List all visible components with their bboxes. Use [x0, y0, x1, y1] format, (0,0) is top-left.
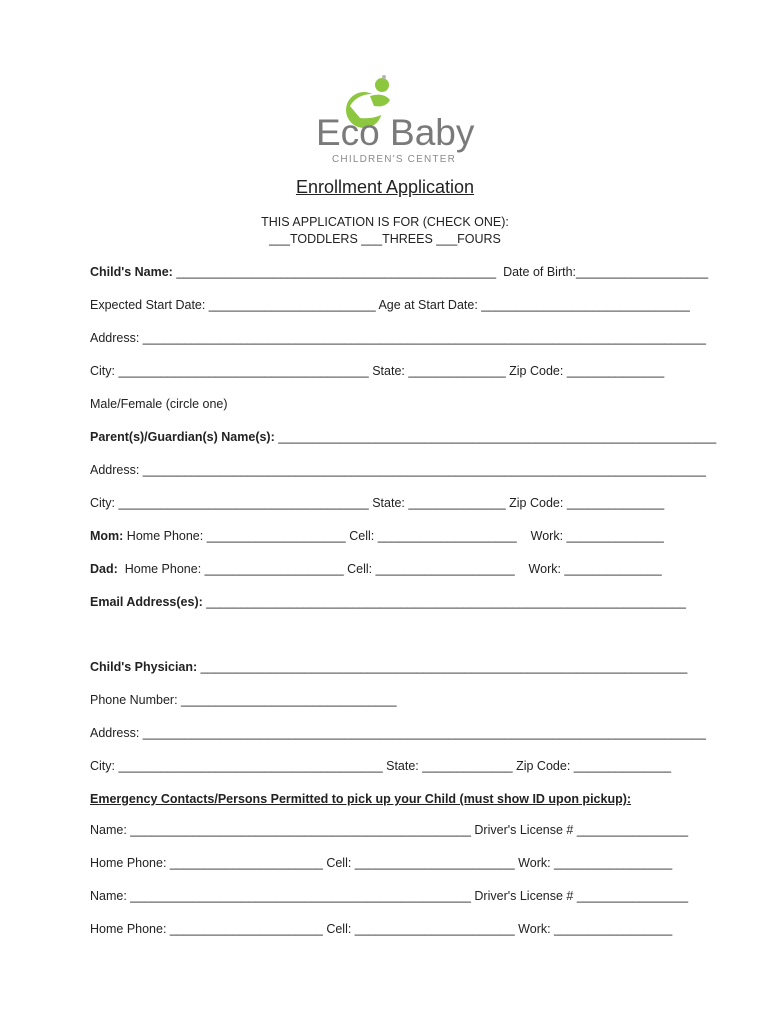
mom-phone-fields[interactable]: Home Phone: ____________________ Cell: ____________________ Work: ______________	[123, 529, 664, 543]
emergency-name-row-1[interactable]: Name: _________________________________________________ Driver's License # ________________	[90, 823, 689, 837]
child-name-field[interactable]: ______________________________________________	[172, 265, 497, 279]
child-name-row	[90, 264, 709, 280]
email-row	[90, 594, 686, 610]
dad-phone-fields[interactable]: Home Phone: ____________________ Cell: ____________________ Work: ______________	[117, 562, 662, 576]
mom-label: Mom:	[90, 529, 124, 543]
email-field[interactable]: _____________________________________________________________________	[202, 595, 686, 609]
emergency-phone-row-1[interactable]: Home Phone: ______________________ Cell: _______________________ Work: _________________	[90, 856, 673, 870]
logo-wordmark: Eco Baby	[316, 112, 475, 153]
logo-subtitle: CHILDREN'S CENTER	[332, 154, 456, 165]
physician-city-row[interactable]: City: ______________________________________ State: _____________ Zip Code: ______________	[90, 759, 672, 773]
gender-row[interactable]: Male/Female (circle one)	[90, 397, 228, 411]
program-check-options: ___TODDLERS ___THREES ___FOURS	[269, 232, 501, 246]
eco-baby-logo	[300, 72, 475, 167]
date-of-birth-field[interactable]: Date of Birth:___________________	[496, 265, 709, 279]
parents-field[interactable]: _______________________________________________________________	[274, 430, 717, 444]
mom-phone-row	[90, 528, 682, 544]
physician-row	[90, 659, 688, 675]
child-name-label: Child's Name:	[90, 265, 173, 279]
child-city-row[interactable]: City: ____________________________________ State: ______________ Zip Code: ______________	[90, 364, 665, 378]
physician-field[interactable]: ______________________________________________________________________	[197, 660, 688, 674]
parents-row	[90, 429, 717, 445]
emergency-name-row-2[interactable]: Name: _________________________________________________ Driver's License # ________________	[90, 889, 689, 903]
parent-city-row[interactable]: City: ____________________________________ State: ______________ Zip Code: ______________	[90, 496, 665, 510]
physician-address-row[interactable]: Address: _________________________________________________________________________________	[90, 726, 706, 740]
emergency-contacts-heading: Emergency Contacts/Persons Permitted to pick up your Child (must show ID upon pickup):	[90, 792, 632, 806]
parents-label: Parent(s)/Guardian(s) Name(s):	[90, 430, 275, 444]
dad-phone-row	[90, 561, 682, 577]
dad-label: Dad:	[90, 562, 118, 576]
parent-address-row[interactable]: Address: _________________________________________________________________________________	[90, 463, 706, 477]
child-address-row[interactable]: Address: _________________________________________________________________________________	[90, 331, 706, 345]
email-label: Email Address(es):	[90, 595, 203, 609]
emergency-phone-row-2[interactable]: Home Phone: ______________________ Cell: _______________________ Work: _________________	[90, 922, 673, 936]
page-title: Enrollment Application	[295, 177, 475, 197]
program-check-heading: THIS APPLICATION IS FOR (CHECK ONE):	[261, 215, 509, 229]
start-date-row[interactable]: Expected Start Date: ________________________ Age at Start Date: ______________________________	[90, 298, 690, 312]
physician-label: Child's Physician:	[90, 660, 198, 674]
physician-phone-row[interactable]: Phone Number: _______________________________	[90, 693, 397, 707]
